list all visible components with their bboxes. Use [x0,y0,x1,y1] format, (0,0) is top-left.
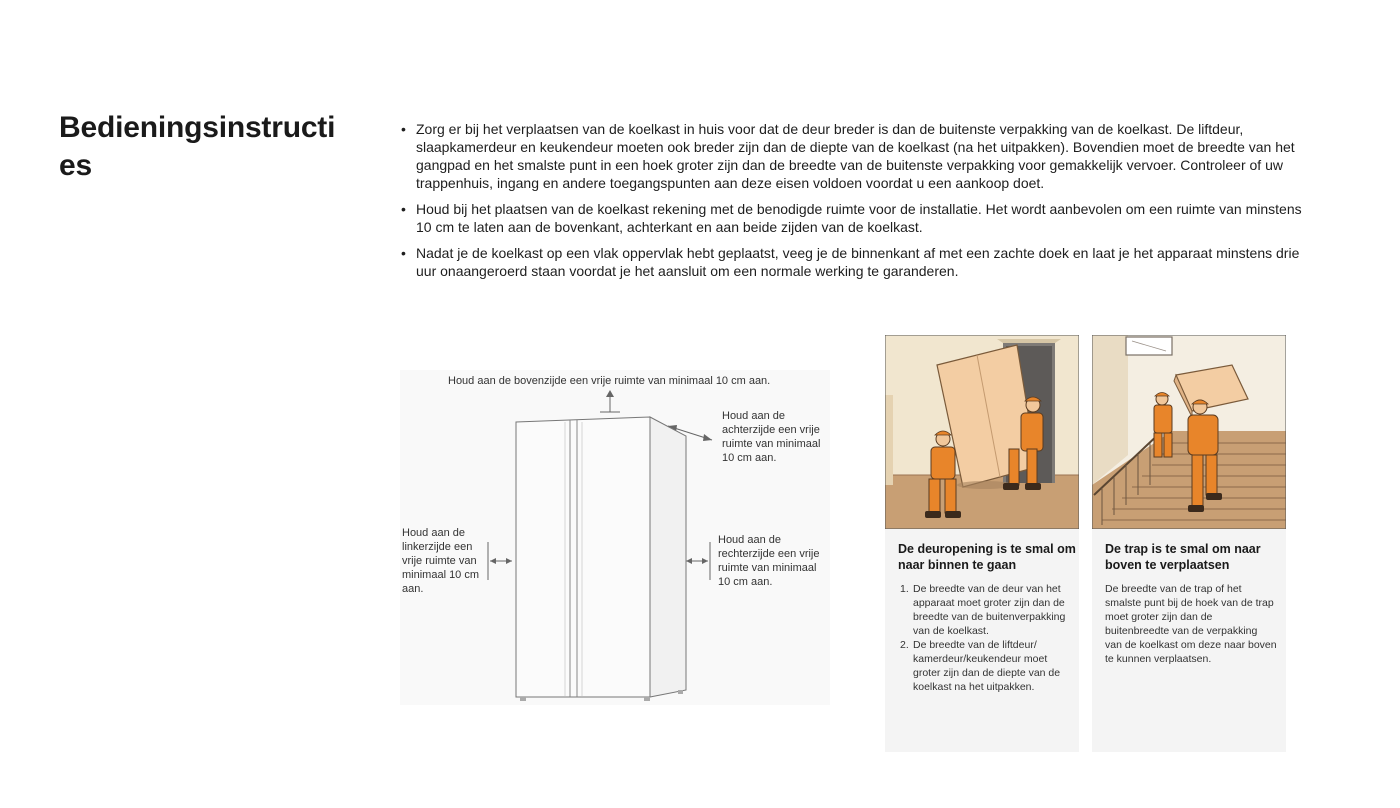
page-title: Bedieningsinstructies [59,111,336,182]
staircase-card-text: De breedte van de trap of het smalste punt bij de hoek van de trap moet groter zijn dan de buitenbreedte van de verpakking van de koelkast om deze naar boven te kunnen verplaatsen. [1105,583,1277,665]
doorway-card-list [898,582,1068,694]
staircase-illustration [1092,335,1286,529]
staircase-card [1092,335,1286,752]
top-clearance-label: Houd aan de bovenzijde een vrije ruimte van minimaal 10 cm aan. [448,375,771,387]
list-item [898,638,1068,694]
right-clearance-label: Houd aan de rechterzijde een vrije ruimte van minimaal 10 cm aan. [718,534,820,588]
instruction-item: • Zorg er bij het verplaatsen van de koelkast in huis voor dat de deur breder is dan de buitenste verpakking van de koelkast. De liftdeur, slaapkamerdeur en keukendeur moeten ook breder zijn dan de diepte van de koelkast (na het uitpakken). Bovendien moet de breedte van het gangpad en het smalste punt in een hoek groter zijn dan de breedte van de buitenste verpakking voor gemakkelijk vervoer. Controleer of uw trappenhuis, ingang en andere toegangspunten aan deze eisen voldoen voordat u een aankoop doet. [400,120,1305,192]
instruction-item: • Nadat je de koelkast op een vlak oppervlak hebt geplaatst, veeg je de binnenkant af met een zachte doek en laat je het apparaat minstens drie uur onaangeroerd staan voordat je het aansluit om een normale werking te garanderen. [400,244,1305,280]
back-clearance-label: Houd aan de achterzijde een vrije ruimte van minimaal 10 cm aan. [722,410,821,464]
instruction-list [400,120,1305,288]
instruction-item: • Houd bij het plaatsen van de koelkast rekening met de benodigde ruimte voor de installatie. Het wordt aanbevolen om een ruimte van minstens 10 cm te laten aan de bovenkant, achterkant en aan beide zijden van de koelkast. [400,200,1305,236]
list-item-text: De breedte van de liftdeur/ kamerdeur/keukendeur moet groter zijn dan de diepte van de koelkast na het uitpakken. [913,639,1061,693]
doorway-illustration [885,335,1079,529]
staircase-card-title: De trap is te smal om naar boven te verplaatsen [1105,542,1261,572]
doorway-card-title: De deuropening is te smal om naar binnen te gaan [898,542,1076,572]
doorway-card [885,335,1079,752]
list-item-text: De breedte van de deur van het apparaat moet groter zijn dan de breedte van de buitenverpakking van de koelkast. [913,583,1066,637]
list-item-number: 2. [900,639,909,651]
left-clearance-label: Houd aan de linkerzijde een vrije ruimte van minimaal 10 cm aan. [402,527,480,595]
list-item-number: 1. [900,583,909,595]
list-item [898,582,1068,638]
clearance-diagram [400,370,830,705]
